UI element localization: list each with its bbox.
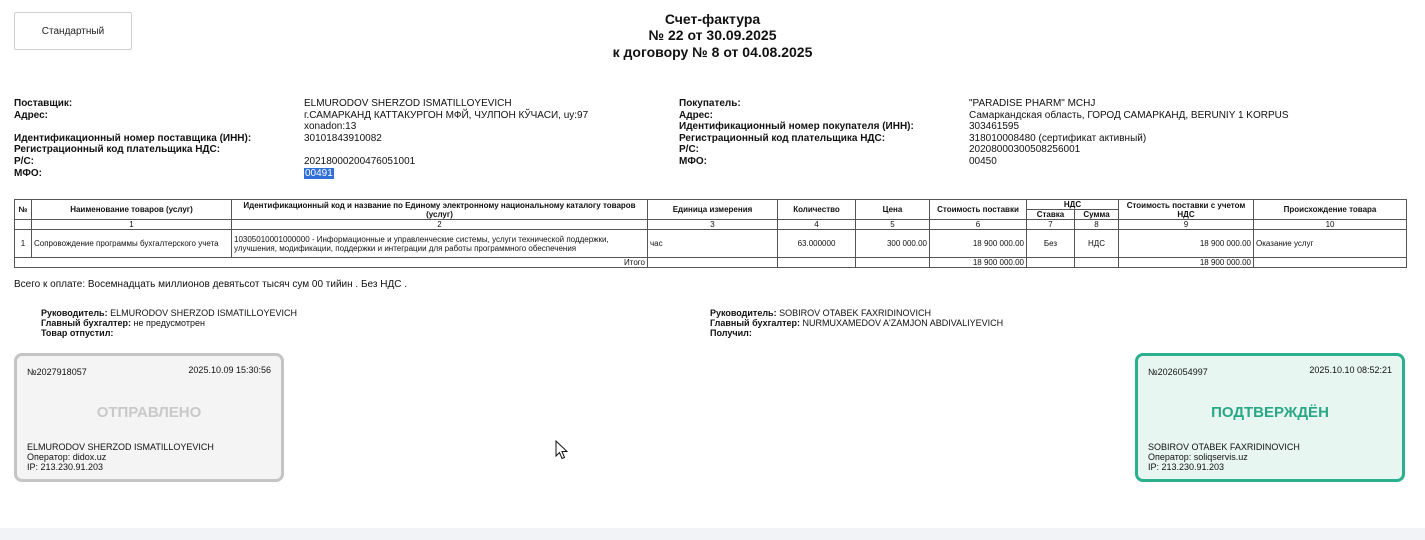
row-qty: 63.000000: [778, 230, 856, 258]
buyer-account: 20208000300508256001: [969, 144, 1081, 155]
confirmed-stamp-number: №2026054997: [1148, 367, 1208, 377]
sent-stamp-info: [27, 442, 214, 472]
supplier-label: Поставщик:: [14, 98, 73, 109]
seller-accountant-label: Главный бухгалтер:: [41, 318, 132, 328]
col-header-vat-sum: Сумма: [1075, 210, 1119, 220]
supplier-vat-label: Регистрационный код плательщика НДС:: [14, 144, 221, 155]
supplier-address-line2: xonadon:13: [304, 121, 357, 132]
document-title: Счет-фактура: [664, 11, 761, 27]
buyer-address: Самаркандская область, ГОРОД САМАРКАНД, BERUNIY 1 KORPUS: [969, 110, 1289, 121]
total-empty: [1254, 258, 1407, 268]
buyer-accountant-label: Главный бухгалтер:: [710, 318, 801, 328]
buyer-address-label: Адрес:: [679, 110, 713, 121]
col-number: 3: [648, 220, 778, 230]
total-empty: [778, 258, 856, 268]
buyer-vat-label: Регистрационный код плательщика НДС:: [679, 133, 886, 144]
total-empty: [1027, 258, 1075, 268]
supplier-inn-label: Идентификационный номер поставщика (ИНН):: [14, 133, 252, 144]
total-in-words: Всего к оплате: Восемнадцать миллионов девятьсот тысяч сум 00 тийин . Без НДС .: [14, 279, 408, 290]
confirmed-stamp-info: [1148, 442, 1300, 472]
col-header-cost-vat: Стоимость поставки с учетом НДС: [1119, 200, 1254, 220]
col-header-cost: Стоимость поставки: [930, 200, 1027, 220]
buyer-account-label: Р/С:: [679, 144, 699, 155]
col-number: 8: [1075, 220, 1119, 230]
col-header-name: Наименование товаров (услуг): [32, 200, 232, 220]
total-cost: 18 900 000.00: [930, 258, 1027, 268]
supplier-name: ELMURODOV SHERZOD ISMATILLOYEVICH: [304, 98, 512, 109]
col-number: 10: [1254, 220, 1407, 230]
row-unit: час: [648, 230, 778, 258]
buyer-vat-code: 318010008480 (сертификат активный): [969, 133, 1147, 144]
buyer-head-name: SOBIROV OTABEK FAXRIDINOVICH: [779, 308, 931, 318]
col-number: 7: [1027, 220, 1075, 230]
col-header-vat: НДС: [1027, 200, 1119, 210]
col-number: 2: [232, 220, 648, 230]
row-num: 1: [15, 230, 32, 258]
confirmed-stamp: [1135, 353, 1405, 482]
selected-text-highlight: 00491: [305, 168, 333, 179]
invoice-number: № 22 от 30.09.2025: [648, 27, 777, 43]
contract-reference: к договору № 8 от 04.08.2025: [612, 44, 813, 60]
seller-released-label: Товар отпустил:: [41, 328, 114, 338]
col-number: [15, 220, 32, 230]
buyer-label: Покупатель:: [679, 98, 741, 109]
sent-stamp-number: №2027918057: [27, 367, 87, 377]
col-header-price: Цена: [856, 200, 930, 220]
col-header-vat-rate: Ставка: [1027, 210, 1075, 220]
col-number: 6: [930, 220, 1027, 230]
seller-head-name: ELMURODOV SHERZOD ISMATILLOYEVICH: [110, 308, 297, 318]
col-header-origin: Происхождение товара: [1254, 200, 1407, 220]
supplier-inn: 30101843910082: [304, 133, 382, 144]
buyer-name: "PARADISE PHARM" MCHJ: [969, 98, 1096, 109]
seller-head: [41, 308, 297, 318]
sent-stamp-datetime: 2025.10.09 15:30:56: [188, 365, 271, 375]
invoice-items-table: [14, 199, 1407, 268]
buyer-received: [710, 328, 752, 338]
total-empty: [648, 258, 778, 268]
standard-view-button[interactable]: Стандартный: [14, 12, 132, 50]
seller-accountant: [41, 318, 205, 328]
sent-stamp-name: ELMURODOV SHERZOD ISMATILLOYEVICH: [27, 442, 214, 452]
buyer-received-label: Получил:: [710, 328, 752, 338]
table-total-row: [15, 258, 1407, 268]
buyer-mfo-label: МФО:: [679, 156, 707, 167]
row-name: Сопровождение программы бухгалтерского учета: [32, 230, 232, 258]
seller-head-label: Руководитель:: [41, 308, 108, 318]
row-vat-sum: НДС: [1075, 230, 1119, 258]
col-number: 4: [778, 220, 856, 230]
supplier-address-label: Адрес:: [14, 110, 48, 121]
row-price: 300 000.00: [856, 230, 930, 258]
sent-stamp-operator: Оператор: didox.uz: [27, 452, 107, 462]
confirmed-stamp-status: ПОДТВЕРЖДЁН: [1211, 404, 1329, 421]
footer-bar: [0, 528, 1425, 540]
col-number: 1: [32, 220, 232, 230]
confirmed-stamp-operator: Оператор: soliqservis.uz: [1148, 452, 1248, 462]
buyer-head: [710, 308, 931, 318]
confirmed-stamp-ip: IP: 213.230.91.203: [1148, 462, 1225, 472]
buyer-head-label: Руководитель:: [710, 308, 777, 318]
column-number-row: [15, 220, 1407, 230]
col-header-catalog: Идентификационный код и название по Единому электронному национальному каталогу товаров (услуг): [232, 200, 648, 220]
sent-stamp: [14, 353, 284, 482]
table-header-row: [15, 200, 1407, 210]
buyer-accountant-name: NURMUXAMEDOV A'ZAMJON ABDIVALIYEVICH: [802, 318, 1004, 328]
col-header-qty: Количество: [778, 200, 856, 220]
row-cost-vat: 18 900 000.00: [1119, 230, 1254, 258]
supplier-mfo-label: МФО:: [14, 168, 42, 179]
buyer-inn-label: Идентификационный номер покупателя (ИНН):: [679, 121, 914, 132]
col-header-unit: Единица измерения: [648, 200, 778, 220]
sent-stamp-status: ОТПРАВЛЕНО: [96, 404, 202, 421]
buyer-inn: 303461595: [969, 121, 1020, 132]
confirmed-stamp-name: SOBIROV OTABEK FAXRIDINOVICH: [1148, 442, 1300, 452]
row-vat-rate: Без: [1027, 230, 1075, 258]
buyer-mfo: 00450: [969, 156, 997, 167]
table-row: [15, 230, 1407, 258]
supplier-account: 20218000200476051001: [304, 156, 416, 167]
row-catalog: 10305010001000000 - Информационные и управленческие системы, услуги технической поддержки, улучшения, модификации, поддержки и интеграции для работы программного обеспечения: [232, 230, 648, 258]
total-label: Итого: [15, 258, 648, 268]
buyer-accountant: [710, 318, 1003, 328]
confirmed-stamp-datetime: 2025.10.10 08:52:21: [1309, 365, 1392, 375]
col-header-num: №: [15, 200, 32, 220]
col-number: 9: [1119, 220, 1254, 230]
col-number: 5: [856, 220, 930, 230]
supplier-mfo: [304, 168, 334, 179]
total-empty: [856, 258, 930, 268]
mouse-cursor-icon: [555, 440, 569, 460]
row-cost: 18 900 000.00: [930, 230, 1027, 258]
sent-stamp-ip: IP: 213.230.91.203: [27, 462, 104, 472]
total-empty: [1075, 258, 1119, 268]
seller-accountant-name: не предусмотрен: [133, 318, 205, 328]
seller-released: [41, 328, 113, 338]
supplier-address-line1: г.САМАРКАНД КАТТАКУРГОН МФЙ, ЧУЛПОН КЎЧАСИ, uy:97: [304, 110, 589, 121]
row-origin: Оказание услуг: [1254, 230, 1407, 258]
supplier-account-label: Р/С:: [14, 156, 34, 167]
total-cost-vat: 18 900 000.00: [1119, 258, 1254, 268]
